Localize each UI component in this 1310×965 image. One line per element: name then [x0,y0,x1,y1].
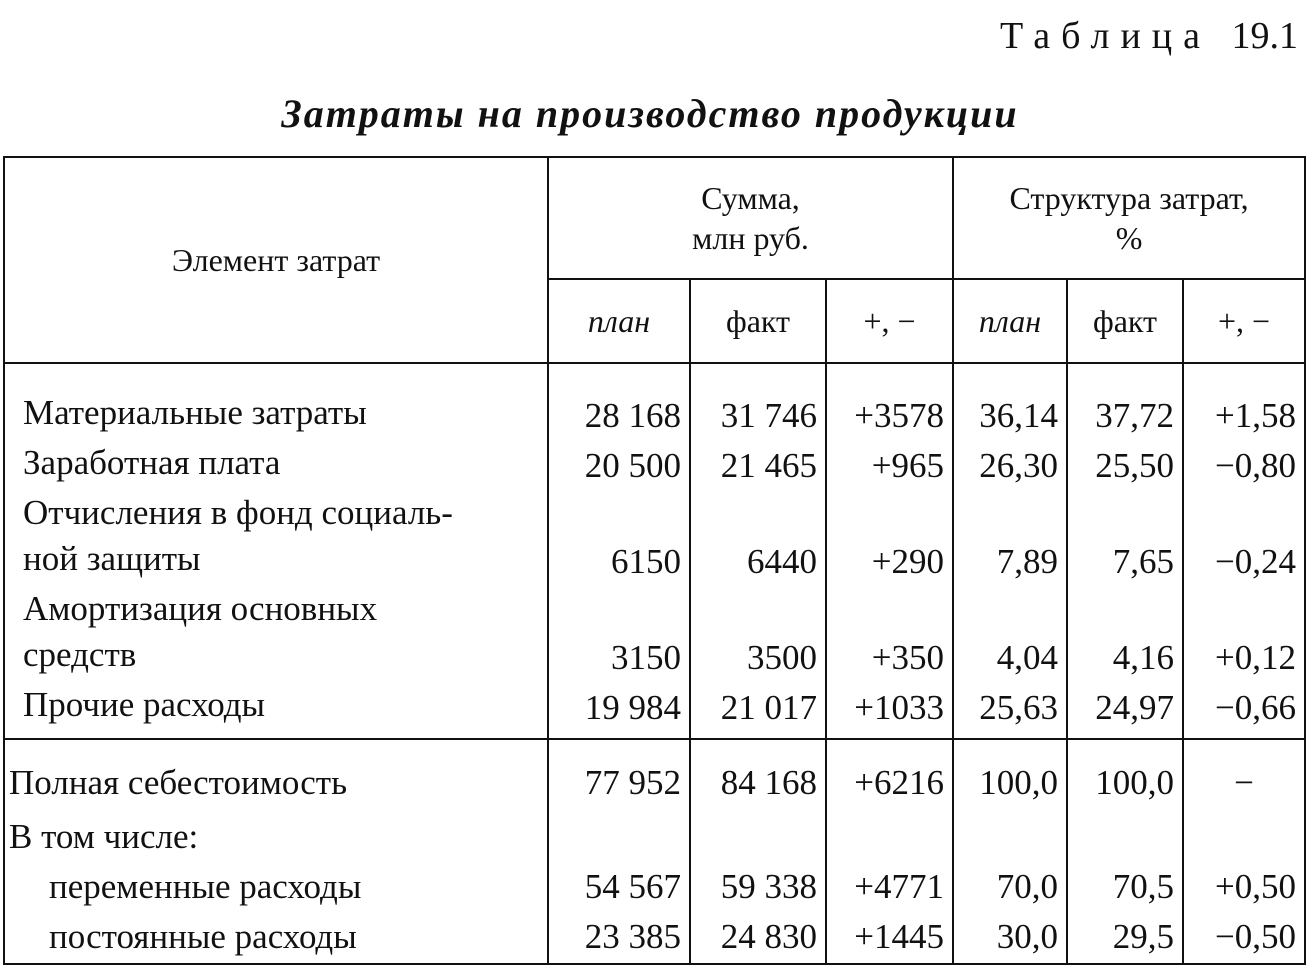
cell-structure-plan: 25,63 [953,678,1067,739]
cell-sum-fact: 21 465 [690,436,826,486]
cell-sum-plan: 3150 [548,582,690,678]
cell-sum-diff: +1033 [826,678,953,739]
cell-sum-plan: 19 984 [548,678,690,739]
cell-sum-fact: 31 746 [690,363,826,436]
cell-sum-diff: +1445 [826,907,953,964]
cell-sum-diff: +290 [826,486,953,582]
cell-sum-diff: +965 [826,436,953,486]
cell-sum-plan: 28 168 [548,363,690,436]
including-row [4,807,1305,857]
header-structure-fact: факт [1067,279,1183,363]
header-element: Элемент затрат [4,157,548,363]
header-structure-plan: план [953,279,1067,363]
sub-row-name: переменные расходы [4,857,548,907]
cell-sum-diff: +3578 [826,363,953,436]
cell-structure-plan: 36,14 [953,363,1067,436]
cell-sum-fact: 59 338 [690,857,826,907]
cell-structure-plan: 70,0 [953,857,1067,907]
header-structure-line1: Структура затрат, [1009,180,1249,216]
table-row [4,582,1305,678]
total-sum-plan: 77 952 [548,739,690,807]
cell-sum-fact: 21 017 [690,678,826,739]
cell-structure-plan: 26,30 [953,436,1067,486]
cell-structure-fact: 7,65 [1067,486,1183,582]
cell-sum-diff: +350 [826,582,953,678]
cell-sum-fact: 3500 [690,582,826,678]
row-name: Амортизация основных средств [4,582,548,678]
table-row [4,678,1305,739]
cell-structure-diff: −0,66 [1215,688,1297,727]
total-structure-diff: − [1183,739,1305,807]
cell-sum-plan: 23 385 [548,907,690,964]
table-label-word: Таблица [999,15,1211,57]
header-sum-line1: Сумма, [701,180,800,216]
cell-structure-plan: 4,04 [953,582,1067,678]
cell-structure-diff: −0,24 [1215,542,1297,581]
including-label: В том числе: [4,807,548,857]
header-sum-fact: факт [690,279,826,363]
table-row [4,907,1305,964]
row-name: Материальные затраты [4,363,548,436]
total-sum-diff: +6216 [826,739,953,807]
header-sum-line2: млн руб. [692,220,809,256]
cell-structure-fact: 29,5 [1067,907,1183,964]
table-row [4,363,1305,436]
cost-table [3,156,1306,965]
header-structure-group [953,157,1305,279]
header-structure-line2: % [1115,220,1143,256]
cell-sum-plan: 6150 [548,486,690,582]
total-row [4,739,1305,807]
cell-structure-plan: 7,89 [953,486,1067,582]
header-sum-diff: +, − [826,279,953,363]
cell-structure-diff: −0,80 [1215,446,1297,485]
total-sum-fact: 84 168 [690,739,826,807]
cell-sum-fact: 24 830 [690,907,826,964]
cell-structure-plan: 30,0 [953,907,1067,964]
cell-structure-fact: 25,50 [1067,436,1183,486]
cell-structure-fact: 70,5 [1067,857,1183,907]
cell-structure-diff: −0,50 [1215,917,1297,956]
cell-structure-diff: +0,50 [1215,867,1297,906]
table-caption: Затраты на производство продукции [281,91,1019,136]
row-name: Прочие расходы [4,678,548,739]
header-sum-group [548,157,953,279]
sub-row-name: постоянные расходы [4,907,548,964]
table-number-label [1000,14,1298,58]
cell-structure-fact: 24,97 [1067,678,1183,739]
header-structure-diff: +, − [1183,279,1305,363]
cell-sum-fact: 6440 [690,486,826,582]
cell-structure-fact: 4,16 [1067,582,1183,678]
cell-structure-diff: +1,58 [1215,396,1297,435]
cell-sum-plan: 20 500 [548,436,690,486]
total-structure-plan: 100,0 [953,739,1067,807]
cell-structure-diff: +0,12 [1215,638,1297,677]
table-row [4,857,1305,907]
total-structure-fact: 100,0 [1067,739,1183,807]
table-row [4,436,1305,486]
row-name: Заработная плата [4,436,548,486]
cell-sum-diff: +4771 [826,857,953,907]
total-name: Полная себестоимость [4,739,548,807]
cell-structure-fact: 37,72 [1067,363,1183,436]
table-row [4,486,1305,582]
cell-sum-plan: 54 567 [548,857,690,907]
table-label-number: 19.1 [1231,15,1298,57]
header-sum-plan: план [548,279,690,363]
row-name: Отчисления в фонд социаль- ной защиты [4,486,548,582]
